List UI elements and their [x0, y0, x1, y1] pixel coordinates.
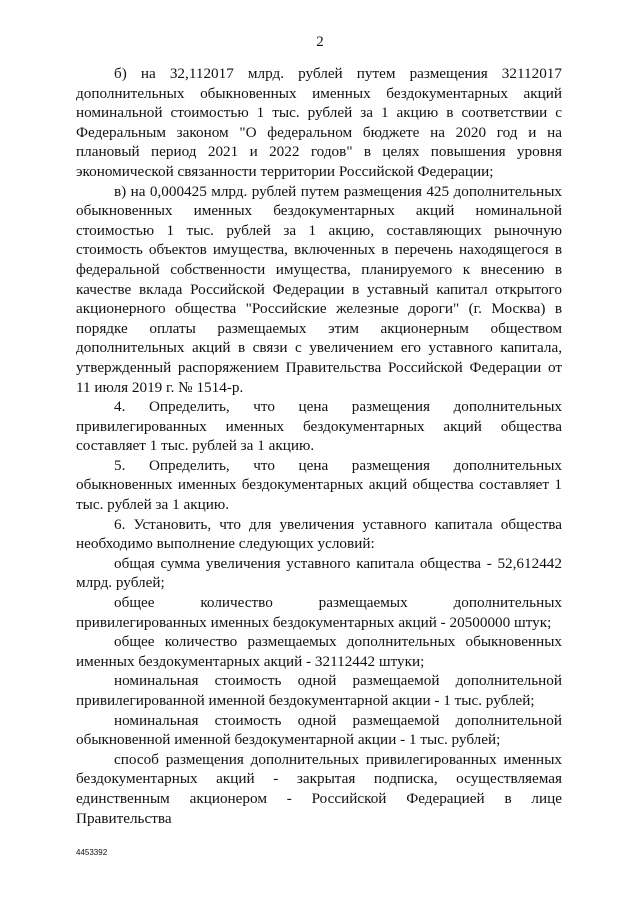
condition-preferred-nominal: номинальная стоимость одной размещаемой дополнительной привилегированной именной бездокументарной акции - 1 тыс. рублей;: [76, 672, 562, 709]
paragraph-item-v: в) на 0,000425 млрд. рублей путем размещения 425 дополнительных обыкновенных именных бездокументарных акций номинальной стоимостью 1 тыс. рублей за 1 акцию, составляющих рыночную стоимость объектов имущества, включенных в перечень находящегося в федеральной собственности имущества, планируемого к внесению в качестве вклада Российской Федерации в уставный капитал открытого акционерного общества "Российские железные дороги" (г. Москва) в порядке оплаты размещаемых этим акционерным обществом дополнительных акций в связи с увеличением его уставного капитала, утвержденный распоряжением Правительства Российской Федерации от 11 июля 2019 г. № 1514-р.: [76, 182, 562, 396]
paragraph-clause-5: 5. Определить, что цена размещения дополнительных обыкновенных именных бездокументарных акций общества составляет 1 тыс. рублей за 1 акцию.: [76, 456, 562, 514]
condition-placement-method: способ размещения дополнительных привилегированных именных бездокументарных акций - закрытая подписка, осуществляемая единственным акционером - Российской Федерацией в лице Правительства: [76, 750, 562, 827]
condition-ordinary-count: общее количество размещаемых дополнительных обыкновенных именных бездокументарных акций - 32112442 штуки;: [76, 633, 562, 670]
condition-total-increase: общая сумма увеличения уставного капитала общества - 52,612442 млрд. рублей;: [76, 554, 562, 592]
document-id: 4453392: [76, 848, 108, 857]
paragraph-clause-4: 4. Определить, что цена размещения дополнительных привилегированных именных бездокументарных акций общества составляет 1 тыс. рублей за 1 акцию.: [76, 398, 562, 455]
paragraph-item-b: б) на 32,112017 млрд. рублей путем размещения 32112017 дополнительных обыкновенных именных бездокументарных акций номинальной стоимостью 1 тыс. рублей за 1 акцию в соответствии с Федеральным законом "О федеральном бюджете на 2020 год и на плановый период 2021 и 2022 годов" в целях повышения уровня экономической связанности территории Российской Федерации;: [76, 65, 562, 180]
paragraph-clause-6: 6. Установить, что для увеличения уставного капитала общества необходимо выполнение следующих условий:: [76, 515, 562, 553]
page-number: 2: [316, 34, 324, 50]
condition-preferred-count: общее количество размещаемых дополнительных привилегированных именных бездокументарных акций - 20500000 штук;: [76, 594, 562, 631]
condition-ordinary-nominal: номинальная стоимость одной размещаемой дополнительной обыкновенной именной бездокументарной акции - 1 тыс. рублей;: [76, 711, 562, 749]
document-body: [76, 64, 562, 828]
